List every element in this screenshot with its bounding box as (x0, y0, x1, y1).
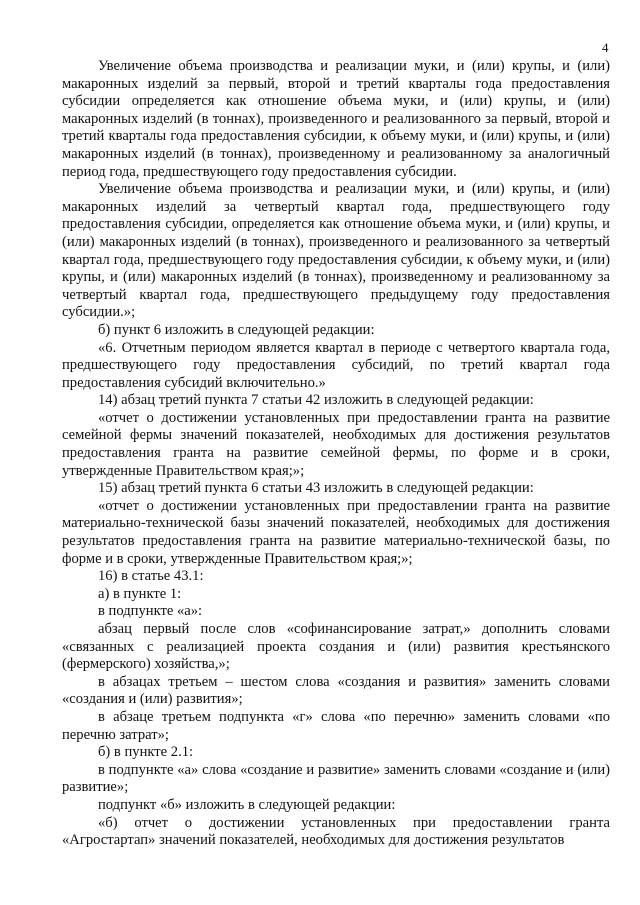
paragraph-11: в подпункте «а»: (98, 603, 203, 620)
paragraph-16: в подпункте «а» слова «создание и развитие» заменить словами «создание и (или) развитие»; (62, 761, 610, 796)
paragraph-10: а) в пункте 1: (98, 585, 182, 602)
document-body (62, 58, 610, 850)
paragraph-14: в абзаце третьем подпункта «г» слова «по перечню» заменить словами «по перечню затрат»; (62, 708, 610, 743)
paragraph-15: б) в пункте 2.1: (98, 744, 194, 761)
paragraph-1: Увеличение объема производства и реализации муки, и (или) крупы, и (или) макаронных изделий за первый, второй и третий кварталы года предоставления субсидии определяется как отношение объема муки, и (или) крупы, и (или) макаронных изделий (в тоннах), произведенного и реализованного за первый, второй и третий кварталы года предоставления субсидии, к объему муки, и (или) крупы, и (или) макаронных изделий (в тоннах), произведенному и реализованному за аналогичный период года, предшествующего году предоставления субсидии. (62, 58, 610, 180)
page-number: 4 (602, 40, 609, 55)
paragraph-13: в абзацах третьем – шестом слова «создания и развития» заменить словами «создания и (или) развития»; (62, 673, 610, 708)
paragraph-17: подпункт «б» изложить в следующей редакции: (98, 796, 396, 813)
paragraph-12: абзац первый после слов «софинансирование затрат,» дополнить словами «связанных с реализацией проекта создания и (или) развития крестьянского (фермерского) хозяйства,»; (62, 621, 610, 673)
paragraph-5: 14) абзац третий пункта 7 статьи 42 изложить в следующей редакции: (98, 392, 534, 409)
paragraph-8: «отчет о достижении установленных при предоставлении гранта на развитие материально-технической базы значений показателей, необходимых для достижения результатов предоставления гранта на развитие материально-технической базы, по форме и в сроки, утвержденные Правительством края;»; (62, 497, 610, 567)
paragraph-18: «б) отчет о достижении установленных при предоставлении гранта «Агростартап» значений показателей, необходимых для достижения результатов (62, 814, 610, 849)
paragraph-7: 15) абзац третий пункта 6 статьи 43 изложить в следующей редакции: (98, 480, 534, 497)
paragraph-9: 16) в статье 43.1: (98, 568, 204, 585)
paragraph-6: «отчет о достижении установленных при предоставлении гранта на развитие семейной фермы значений показателей, необходимых для достижения результатов предоставления гранта на развитие семейной фермы, по форме и в сроки, утвержденные Правительством края;»; (62, 409, 610, 479)
paragraph-3: б) пункт 6 изложить в следующей редакции: (98, 321, 375, 338)
paragraph-2: Увеличение объема производства и реализации муки, и (или) крупы, и (или) макаронных изделий за четвертый квартал года, предшествующего году предоставления субсидии, определяется как отношение объема муки, и (или) крупы, и (или) макаронных изделий (в тоннах), произведенного и реализованного за четвертый квартал года, предшествующего году предоставления субсидии, к объему муки, и (или) крупы, и (или) макаронных изделий (в тоннах), произведенному и реализованному за четвертый квартал года, предшествующего предыдущему году предоставления субсидии.»; (62, 181, 610, 321)
paragraph-4: «6. Отчетным периодом является квартал в периоде с четвертого квартала года, предшествующего году предоставления субсидий, по третий квартал года предоставления субсидий включительно.» (62, 339, 610, 391)
